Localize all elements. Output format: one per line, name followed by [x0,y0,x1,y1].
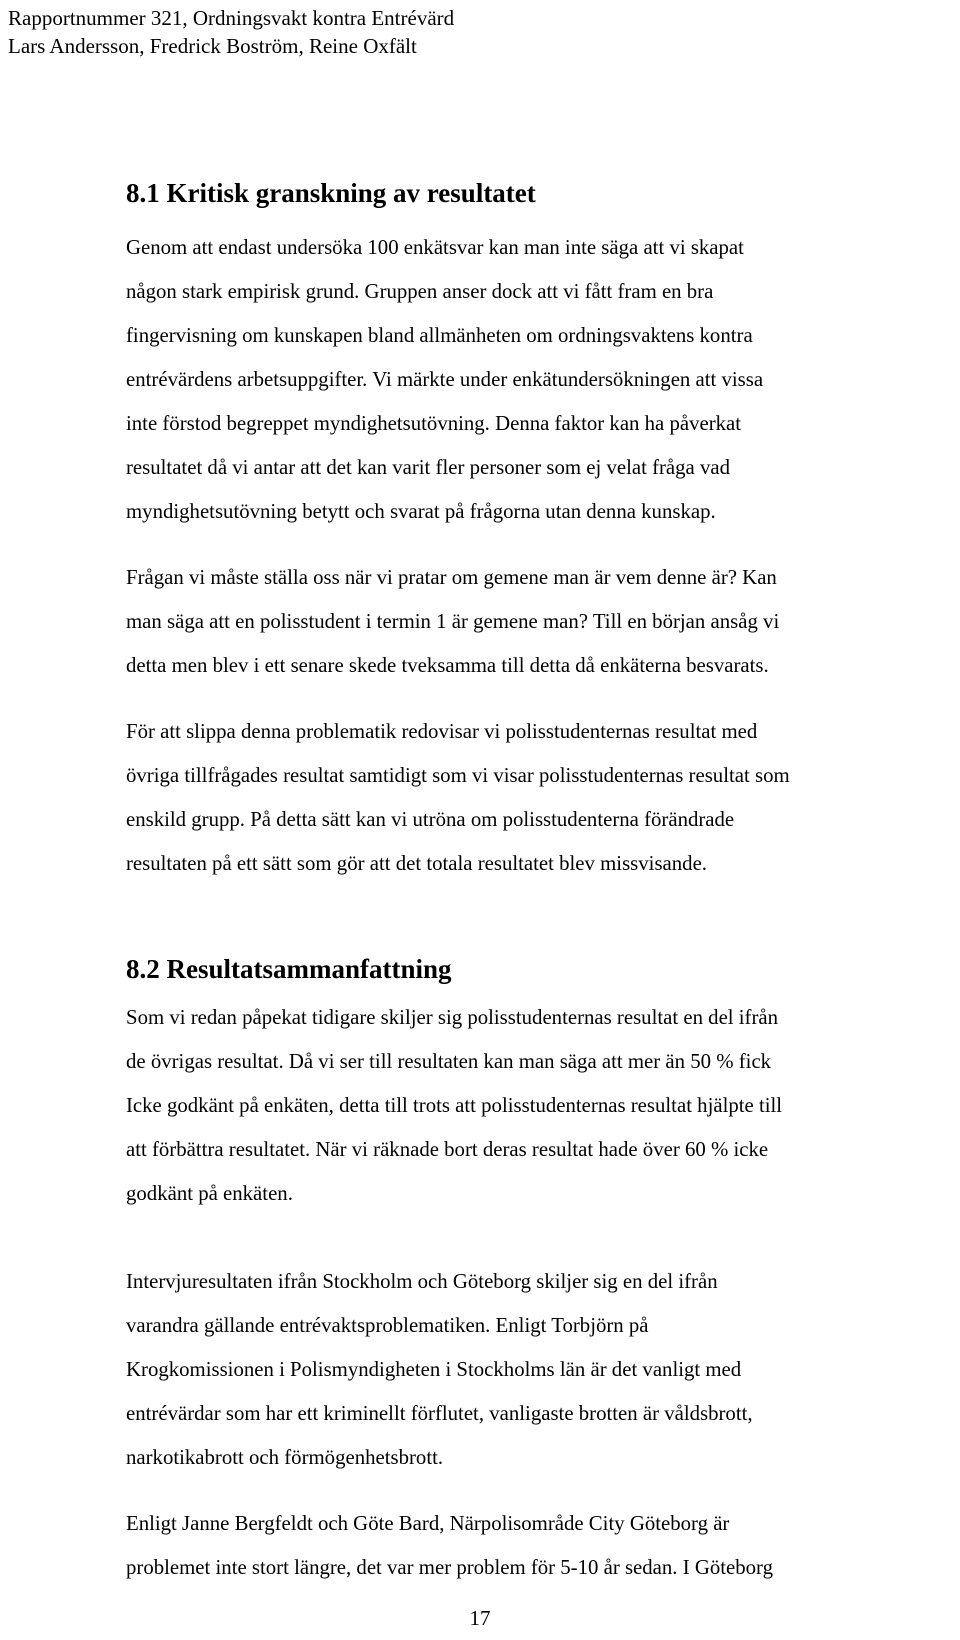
text-line: enskild grupp. På detta sätt kan vi utröna om polisstudenterna förändrade [126,808,735,831]
text-line: resultaten på ett sätt som gör att det totala resultatet blev missvisande. [126,852,708,875]
text-line: varandra gällande entrévaktsproblematiken. Enligt Torbjörn på [126,1314,649,1337]
section-heading-8-1: 8.1 Kritisk granskning av resultatet [126,178,536,208]
text-line: att förbättra resultatet. När vi räknade bort deras resultat hade över 60 % icke [126,1138,769,1161]
text-line: Icke godkänt på enkäten, detta till trots att polisstudenternas resultat hjälpte till [126,1094,783,1117]
text-line: Frågan vi måste ställa oss när vi pratar om gemene man är vem denne är? Kan [126,566,777,589]
text-line: För att slippa denna problematik redovisar vi polisstudenternas resultat med [126,720,758,743]
header-authors: Lars Andersson, Fredrick Boström, Reine Oxfält [8,34,417,58]
text-line: myndighetsutövning betytt och svarat på frågorna utan denna kunskap. [126,500,716,523]
text-line: de övrigas resultat. Då vi ser till resultaten kan man säga att mer än 50 % fick [126,1050,772,1073]
section-heading-8-2: 8.2 Resultatsammanfattning [126,954,452,984]
text-line: man säga att en polisstudent i termin 1 är gemene man? Till en början ansåg vi [126,610,780,633]
text-line: fingervisning om kunskapen bland allmänheten om ordningsvaktens kontra [126,324,753,347]
text-line: Intervjuresultaten ifrån Stockholm och Göteborg skiljer sig en del ifrån [126,1270,718,1293]
paragraph-critical-review-3 [126,710,956,886]
page-number: 17 [469,1606,491,1630]
text-line: detta men blev i ett senare skede tveksamma till detta då enkäterna besvarats. [126,654,769,677]
text-line: resultatet då vi antar att det kan varit fler personer som ej velat fråga vad [126,456,731,479]
text-line: någon stark empirisk grund. Gruppen anser dock att vi fått fram en bra [126,280,714,303]
text-line: entrévärdens arbetsuppgifter. Vi märkte under enkätundersökningen att vissa [126,368,764,391]
text-line: Som vi redan påpekat tidigare skiljer sig polisstudenternas resultat en del ifrån [126,1006,779,1029]
text-line: problemet inte stort längre, det var mer problem för 5-10 år sedan. I Göteborg [126,1556,773,1579]
text-line: narkotikabrott och förmögenhetsbrott. [126,1446,444,1469]
running-header [8,4,454,60]
text-line: inte förstod begreppet myndighetsutövning. Denna faktor kan ha påverkat [126,412,742,435]
text-line: Genom att endast undersöka 100 enkätsvar kan man inte säga att vi skapat [126,236,744,259]
text-line: godkänt på enkäten. [126,1182,293,1205]
text-line: entrévärdar som har ett kriminellt förflutet, vanligaste brotten är våldsbrott, [126,1402,753,1425]
header-report-title: Rapportnummer 321, Ordningsvakt kontra Entrévärd [8,6,455,30]
paragraph-critical-review-1 [126,226,956,534]
text-line: övriga tillfrågades resultat samtidigt som vi visar polisstudenternas resultat som [126,764,790,787]
paragraph-summary-3 [126,1502,956,1590]
text-line: Enligt Janne Bergfeldt och Göte Bard, Närpolisområde City Göteborg är [126,1512,730,1535]
paragraph-summary-2 [126,1260,956,1480]
paragraph-critical-review-2 [126,556,956,688]
text-line: Krogkomissionen i Polismyndigheten i Stockholms län är det vanligt med [126,1358,742,1381]
paragraph-summary-1 [126,996,956,1216]
